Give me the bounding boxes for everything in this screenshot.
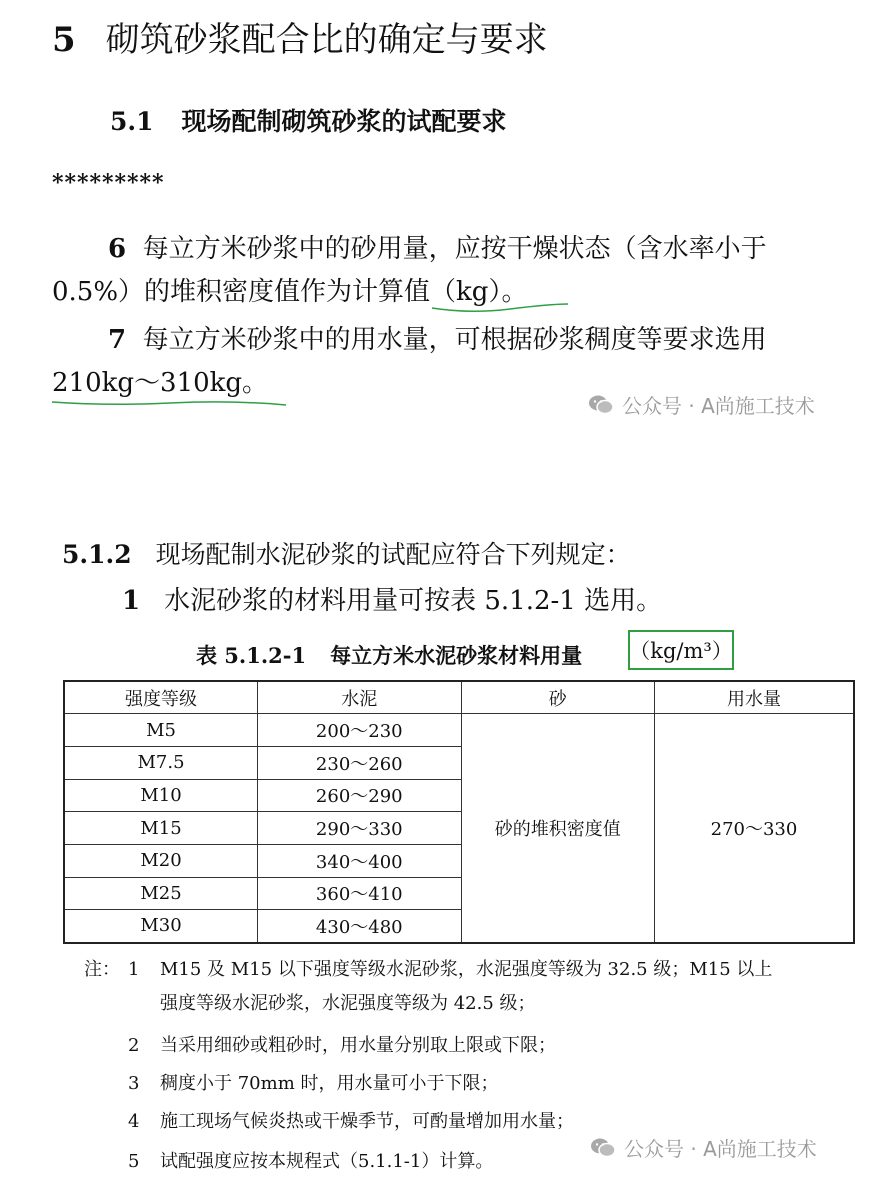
wechat-icon xyxy=(588,394,614,416)
note-text: 强度等级水泥砂浆，水泥强度等级为 42.5 级； xyxy=(160,993,536,1014)
item1-number: 1 xyxy=(122,586,141,616)
cement-cell: 200～230 xyxy=(258,714,461,747)
table-number: 表 5.1.2-1 xyxy=(196,643,307,668)
note-number: 2 xyxy=(128,1035,140,1056)
grade-cell: M30 xyxy=(64,910,258,943)
watermark-text: 公众号 · A尚施工技术 xyxy=(622,394,815,418)
table-caption xyxy=(196,640,582,670)
note-text: 施工现场气候炎热或干燥季节，可酌量增加用水量； xyxy=(160,1111,574,1132)
note-text: M15 及 M15 以下强度等级水泥砂浆，水泥强度等级为 32.5 级；M15 以上 xyxy=(160,959,773,980)
underline-annotation xyxy=(430,296,570,316)
header-cell: 水泥 xyxy=(258,681,461,714)
cement-cell: 230～260 xyxy=(258,746,461,779)
note-number: 4 xyxy=(128,1111,140,1132)
chapter-title: 砌筑砂浆配合比的确定与要求 xyxy=(105,20,548,60)
item6-line2: 0.5%）的堆积密度值作为计算值（kg）。 xyxy=(52,277,528,307)
cement-cell: 260～290 xyxy=(258,779,461,812)
table-unit: （kg/m³） xyxy=(628,630,734,670)
table-title: 每立方米水泥砂浆材料用量 xyxy=(330,643,583,668)
water-cell: 270～330 xyxy=(654,714,854,943)
grade-cell: M15 xyxy=(64,812,258,845)
item6-text1: 每立方米砂浆中的砂用量，应按干燥状态（含水率小于 xyxy=(142,234,767,264)
item7-number: 7 xyxy=(108,325,127,355)
watermark xyxy=(590,1133,817,1162)
cement-cell: 430～480 xyxy=(258,910,461,943)
item7-line1 xyxy=(108,319,767,362)
section-number: 5.1 xyxy=(110,107,154,136)
wechat-icon xyxy=(590,1137,616,1159)
section-heading xyxy=(110,102,507,138)
cement-cell: 290～330 xyxy=(258,812,461,845)
chapter-heading xyxy=(52,12,548,61)
note-text: 当采用细砂或粗砂时，用水量分别取上限或下限； xyxy=(160,1035,556,1056)
cement-cell: 360～410 xyxy=(258,877,461,910)
item7-line2: 210kg～310kg。 xyxy=(52,368,269,398)
item6-line1 xyxy=(108,228,767,271)
grade-cell: M7.5 xyxy=(64,746,258,779)
section-title: 现场配制砌筑砂浆的试配要求 xyxy=(181,107,507,136)
table-header-row xyxy=(64,681,854,714)
grade-cell: M25 xyxy=(64,877,258,910)
grade-cell: M20 xyxy=(64,844,258,877)
notes-prefix: 注： xyxy=(84,959,120,980)
subsection-title: 现场配制水泥砂浆的试配应符合下列规定： xyxy=(155,540,631,569)
note-text: 试配强度应按本规程式（5.1.1-1）计算。 xyxy=(160,1151,494,1172)
subsection-number: 5.1.2 xyxy=(62,540,132,569)
mortar-table xyxy=(63,680,855,944)
watermark-text: 公众号 · A尚施工技术 xyxy=(624,1137,817,1161)
item1-text: 水泥砂浆的材料用量可按表 5.1.2-1 选用。 xyxy=(164,586,663,616)
grade-cell: M5 xyxy=(64,714,258,747)
note-number: 5 xyxy=(128,1151,140,1172)
header-cell: 砂 xyxy=(461,681,654,714)
chapter-number: 5 xyxy=(52,20,76,60)
item7-text1: 每立方米砂浆中的用水量，可根据砂浆稠度等要求选用 xyxy=(142,325,767,355)
cement-cell: 340～400 xyxy=(258,844,461,877)
item1 xyxy=(122,580,662,617)
note-number: 1 xyxy=(128,959,140,980)
table-row xyxy=(64,714,854,747)
header-cell: 强度等级 xyxy=(64,681,258,714)
subsection-heading xyxy=(62,535,631,571)
grade-cell: M10 xyxy=(64,779,258,812)
note-number: 3 xyxy=(128,1073,140,1094)
item6-number: 6 xyxy=(108,234,127,264)
sand-cell: 砂的堆积密度值 xyxy=(461,714,654,943)
underline-annotation xyxy=(50,396,290,412)
separator-stars: ********* xyxy=(52,170,165,196)
header-cell: 用水量 xyxy=(654,681,854,714)
watermark xyxy=(588,390,815,419)
note-text: 稠度小于 70mm 时，用水量可小于下限； xyxy=(160,1073,499,1094)
